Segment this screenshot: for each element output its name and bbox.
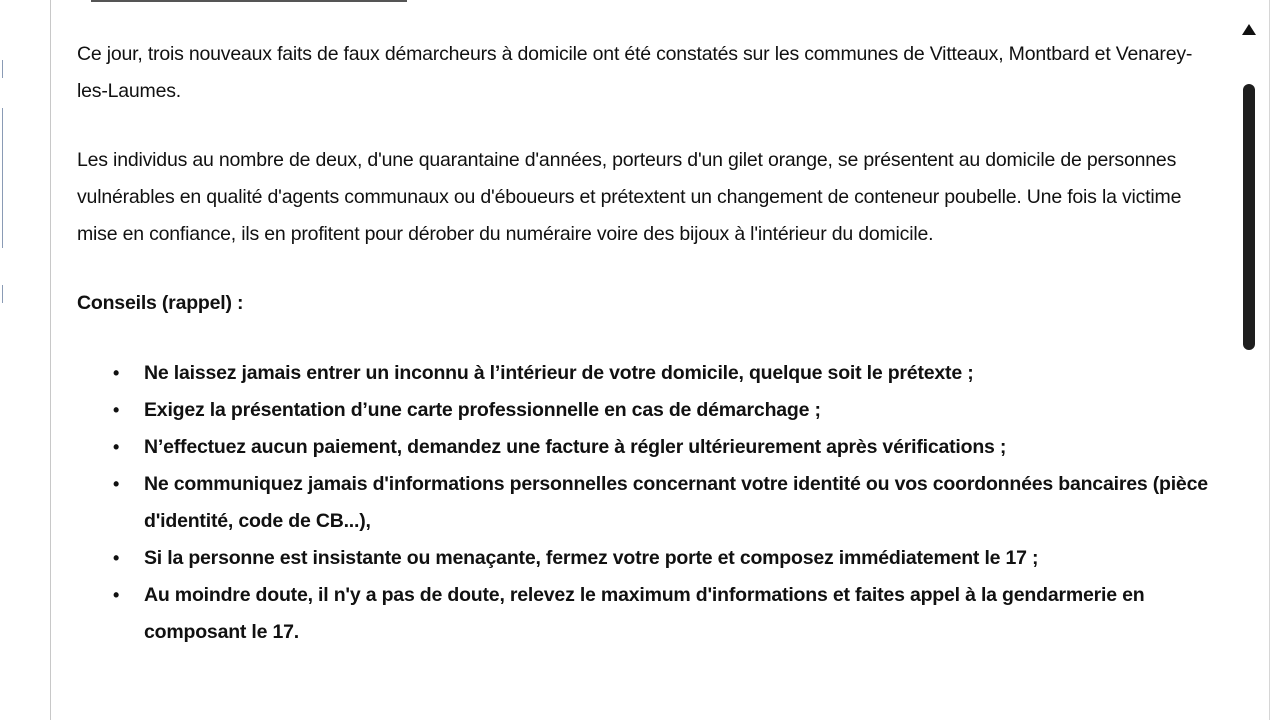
bullet-icon: • xyxy=(113,437,120,457)
list-item xyxy=(113,429,1217,466)
bullet-icon: • xyxy=(113,400,120,420)
bullet-icon: • xyxy=(113,585,120,605)
top-tab-edge xyxy=(91,0,407,2)
advice-heading: Conseils (rappel) : xyxy=(77,292,244,314)
gutter-mark xyxy=(2,285,3,303)
list-item xyxy=(113,466,1217,540)
list-item-text: Exigez la présentation d’une carte professionnelle en cas de démarchage ; xyxy=(144,399,821,421)
list-item-text: Ne communiquez jamais d'informations personnelles concernant votre identité ou vos coordonnées bancaires (pièce d'identité, code de CB...), xyxy=(144,473,1208,532)
document-panel xyxy=(50,0,1270,720)
paragraph-description: Les individus au nombre de deux, d'une quarantaine d'années, porteurs d'un gilet orange, se présentent au domicile de personnes vulnérables en qualité d'agents communaux ou d'éboueurs et prétextent un changement de conteneur poubelle. Une fois la victime mise en confiance, ils en profitent pour dérober du numéraire voire des bijoux à l'intérieur du domicile. xyxy=(77,149,1182,245)
vertical-scrollbar[interactable] xyxy=(1239,20,1259,720)
list-item-text: N’effectuez aucun paiement, demandez une facture à régler ultérieurement après vérifications ; xyxy=(144,436,1007,458)
bullet-icon: • xyxy=(113,474,120,494)
list-item-text: Ne laissez jamais entrer un inconnu à l’intérieur de votre domicile, quelque soit le prétexte ; xyxy=(144,362,974,384)
list-item-text: Si la personne est insistante ou menaçante, fermez votre porte et composez immédiatement le 17 ; xyxy=(144,547,1039,569)
bullet-icon: • xyxy=(113,363,120,383)
list-item xyxy=(113,577,1217,651)
list-item xyxy=(113,392,1217,429)
document-content xyxy=(77,36,1217,651)
triangle-up-icon[interactable] xyxy=(1242,24,1256,35)
list-item-text: Au moindre doute, il n'y a pas de doute, relevez le maximum d'informations et faites appel à la gendarmerie en composant le 17. xyxy=(144,584,1145,643)
bullet-icon: • xyxy=(113,548,120,568)
paragraph-incidents: Ce jour, trois nouveaux faits de faux démarcheurs à domicile ont été constatés sur les communes de Vitteaux, Montbard et Venarey-les-Laumes. xyxy=(77,43,1193,102)
gutter-mark xyxy=(2,108,3,248)
advice-list xyxy=(77,355,1217,651)
left-gutter xyxy=(0,0,50,720)
gutter-mark xyxy=(2,60,3,78)
scrollbar-thumb[interactable] xyxy=(1243,84,1255,350)
list-item xyxy=(113,540,1217,577)
list-item xyxy=(113,355,1217,392)
right-edge xyxy=(1270,0,1280,720)
